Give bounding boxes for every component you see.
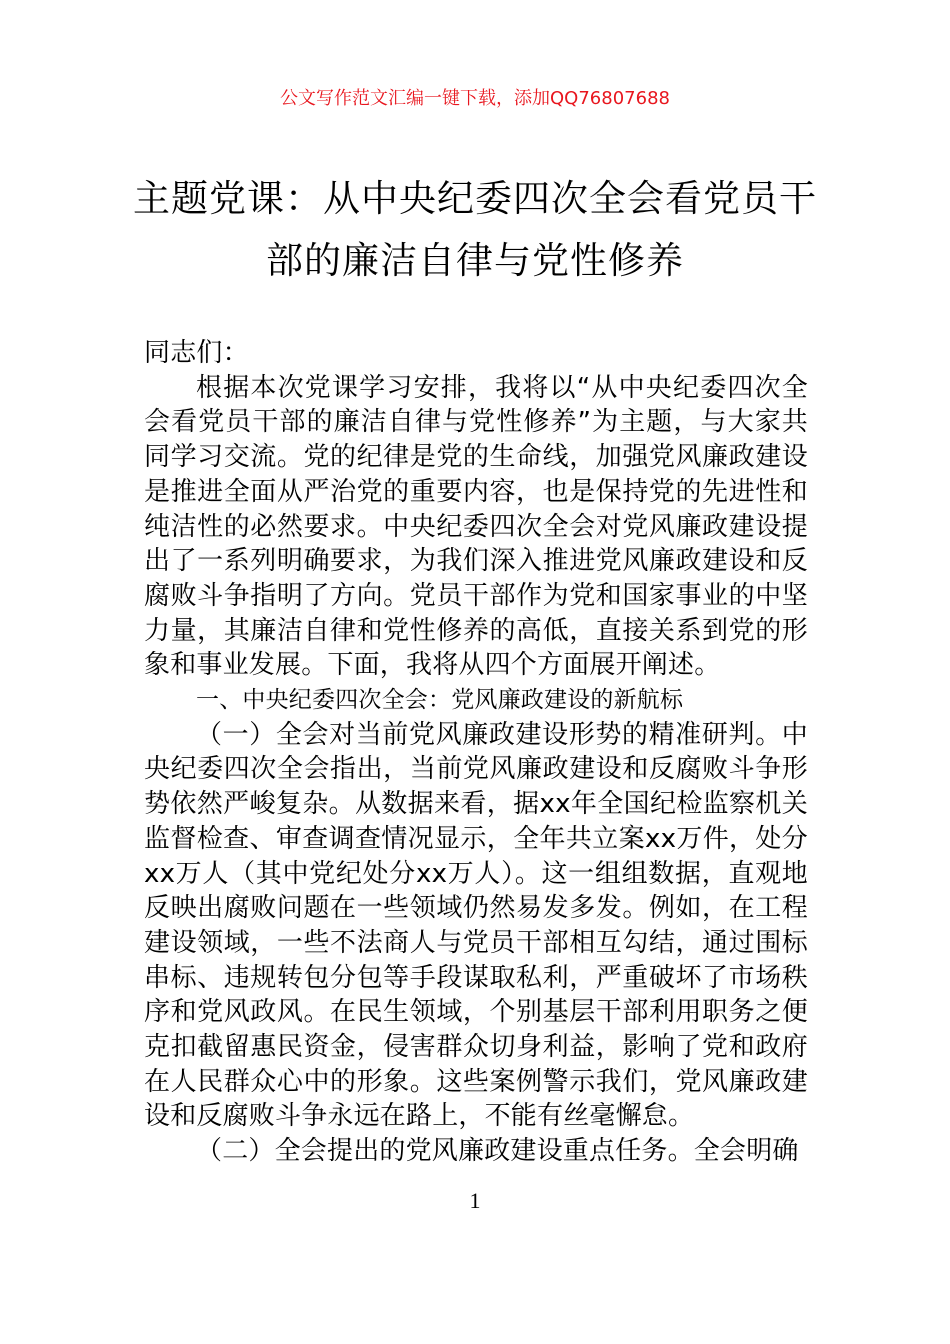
document-title: 主题党课：从中央纪委四次全会看党员干部的廉洁自律与党性修养 [133, 177, 817, 282]
document-body [144, 336, 808, 1169]
section-heading: 一、中央纪委四次全会：党风廉政建设的新航标 [196, 687, 684, 714]
page-number: 1 [469, 1188, 481, 1213]
subsection-paragraph-2: （二）全会提出的党风廉政建设重点任务。全会明确 [196, 1136, 799, 1167]
intro-paragraph: 根据本次党课学习安排，我将以“从中央纪委四次全会看党员干部的廉洁自律与党性修养”为主题，与大家共同学习交流。党的纪律是党的生命线，加强党风廉政建设是推进全面从严治党的重要内容，也是保持党的先进性和纯洁性的必然要求。中央纪委四次全会对党风廉政建设提出了一系列明确要求，为我们深入推进党风廉政建设和反腐败斗争指明了方向。党员干部作为党和国家事业的中坚力量，其廉洁自律和党性修养的高低，直接关系到党的形象和事业发展。下面，我将从四个方面展开阐述。 [144, 372, 808, 681]
header-ad-text: 公文写作范文汇编一键下载，添加QQ76807688 [280, 88, 670, 109]
salutation: 同志们： [144, 338, 249, 368]
subsection-paragraph-1: （一）全会对当前党风廉政建设形势的精准研判。中央纪委四次全会指出，当前党风廉政建设和反腐败斗争形势依然严峻复杂。从数据来看，据xx年全国纪检监察机关监督检查、审查调查情况显示，全年共立案xx万件，处分xx万人（其中党纪处分xx万人）。这一组组数据，直观地反映出腐败问题在一些领域仍然易发多发。例如，在工程建设领域，一些不法商人与党员干部相互勾结，通过围标串标、违规转包分包等手段谋取私利，严重破坏了市场秩序和党风政风。在民生领域，个别基层干部利用职务之便克扣截留惠民资金，侵害群众切身利益，影响了党和政府在人民群众心中的形象。这些案例警示我们，党风廉政建设和反腐败斗争永远在路上，不能有丝毫懈怠。 [144, 719, 808, 1132]
